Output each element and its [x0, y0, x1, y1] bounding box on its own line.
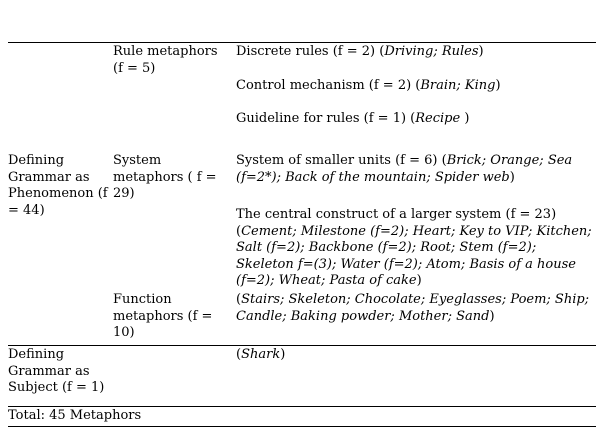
- entry-close: ): [495, 78, 501, 93]
- entry-close: ): [489, 308, 495, 324]
- entry-function-examples: [236, 292, 594, 325]
- entry-guideline-for-rules: [236, 111, 594, 128]
- entry-discrete-rules: [236, 44, 594, 61]
- entry-control-mechanism: [236, 78, 594, 95]
- total-top-rule: [8, 406, 596, 407]
- entry-examples: Brick; Orange; Sea (f=2*); Back of the mountain; Spider web: [236, 153, 573, 185]
- group-divider-rule: [8, 345, 596, 346]
- entry-text: System of smaller units (f = 6) (: [236, 153, 447, 168]
- subgroup-label-system-metaphors: System metaphors ( f = 29): [113, 153, 217, 201]
- group-label-subject: Defining Grammar as Subject (f = 1): [8, 347, 105, 395]
- group-label-phenomenon: Defining Grammar as Phenomenon (f = 44): [8, 153, 108, 218]
- entry-close: ): [509, 169, 515, 185]
- table-top-rule: [8, 42, 596, 43]
- entry-subject-examples: [236, 347, 594, 364]
- entry-text: Discrete rules (f = 2) (: [236, 44, 385, 59]
- entry-system-of-smaller-units: [236, 153, 594, 186]
- entry-text: (: [236, 347, 242, 362]
- entry-close: ): [478, 44, 484, 59]
- entry-examples: Cement; Milestone (f=2); Heart; Key to VIP; Kitchen; Salt (f=2); Backbone (f=2); Root; Stem (f=2); Skeleton f=(3); Water (f=2); Atom; Basis of a house (f=2); Wheat; Pasta of cake: [236, 223, 592, 288]
- table-bottom-rule: [8, 426, 596, 427]
- subgroup-label-rule-metaphors: Rule metaphors (f = 5): [113, 44, 218, 76]
- entry-close: ): [460, 111, 470, 126]
- subgroup-label-function-metaphors: Function metaphors (f = 10): [113, 292, 213, 340]
- entry-close: ): [280, 347, 286, 362]
- entry-text: The central construct of a larger system (f = 23) (: [236, 207, 557, 239]
- entry-examples: Brain; King: [420, 78, 496, 93]
- entry-examples: Stairs; Skeleton; Chocolate; Eyeglasses; Poem; Ship; Candle; Baking powder; Mother; Sand: [236, 292, 590, 324]
- entry-text: (: [236, 292, 242, 307]
- entry-close: ): [416, 273, 422, 288]
- entry-examples: Driving; Rules: [384, 44, 479, 59]
- entry-text: Guideline for rules (f = 1) (: [236, 111, 416, 126]
- entry-examples: Shark: [241, 347, 281, 362]
- entry-central-construct: [236, 207, 594, 290]
- table-total: Total: 45 Metaphors: [8, 408, 142, 423]
- entry-examples: Recipe: [415, 111, 461, 126]
- entry-text: Control mechanism (f = 2) (: [236, 78, 421, 93]
